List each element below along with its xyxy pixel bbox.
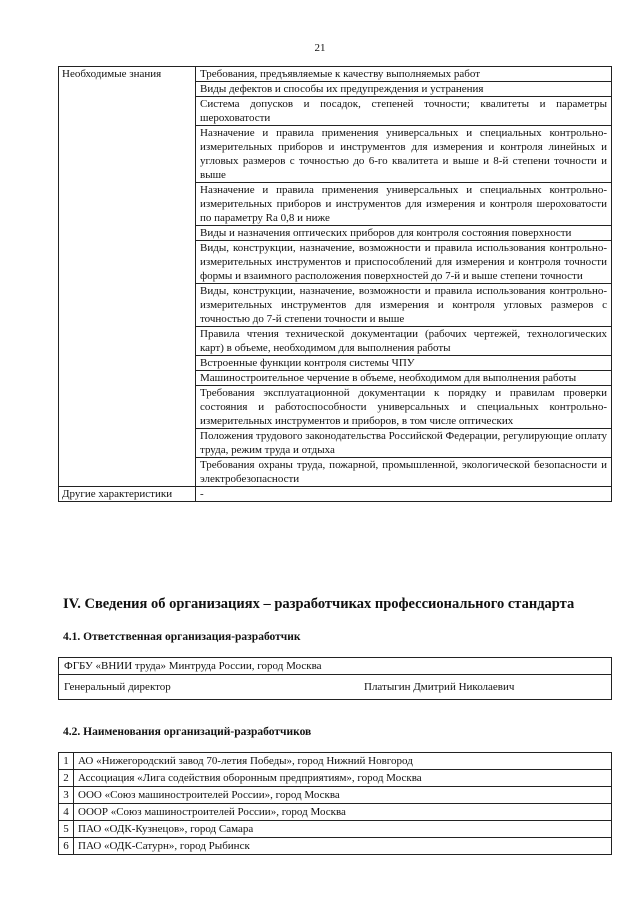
knowledge-item: Назначение и правила применения универсальных и специальных контрольно-измерительных приборов и инструментов для измерения и контроля линейных и угловых размеров с точностью до 6-го квалитета и выше и 8-й степени точности и выше [196, 126, 612, 183]
developer-name: ПАО «ОДК-Кузнецов», город Самара [74, 821, 612, 838]
other-characteristics-value: - [196, 487, 612, 502]
knowledge-item: Требования охраны труда, пожарной, промышленной, экологической безопасности и электробезопасности [196, 458, 612, 487]
knowledge-row [59, 67, 612, 82]
knowledge-item: Встроенные функции контроля системы ЧПУ [196, 356, 612, 371]
developer-number: 1 [59, 753, 74, 770]
organization-row [59, 658, 612, 675]
developer-number: 3 [59, 787, 74, 804]
developer-row [59, 821, 612, 838]
required-knowledge-table [58, 66, 612, 502]
section-iv-title: IV. Сведения об организациях – разработчиках профессионального стандарта [63, 596, 575, 612]
developer-row [59, 838, 612, 855]
knowledge-item: Требования эксплуатационной документации к порядку и правилам проверки состояния и работоспособности универсальных и специальных контрольно-измерительных инструментов и приборов, в том числе оптических [196, 386, 612, 429]
knowledge-item: Правила чтения технической документации (рабочих чертежей, технологических карт) в объеме, необходимом для выполнения работы [196, 327, 612, 356]
director-position: Генеральный директор [64, 681, 171, 693]
knowledge-label: Необходимые знания [59, 67, 196, 487]
knowledge-item: Виды дефектов и способы их предупреждения и устранения [196, 82, 612, 97]
developer-name: ООOР «Союз машиностроителей России», город Москва [74, 804, 612, 821]
knowledge-item: Виды и назначения оптических приборов для контроля состояния поверхности [196, 226, 612, 241]
page-number: 21 [314, 42, 326, 54]
developer-number: 5 [59, 821, 74, 838]
knowledge-item: Виды, конструкции, назначение, возможности и правила использования контрольно-измерительных инструментов и приспособлений для измерения и контроля точности формы и взаимного расположения поверхностей до 7-й и выше степени точности [196, 241, 612, 284]
knowledge-item: Машиностроительное черчение в объеме, необходимом для выполнения работы [196, 371, 612, 386]
developer-row [59, 804, 612, 821]
developer-name: ПАО «ОДК-Сатурн», город Рыбинск [74, 838, 612, 855]
director-name: Платыгин Дмитрий Николаевич [364, 681, 515, 693]
developer-number: 4 [59, 804, 74, 821]
developer-name: ООО «Союз машиностроителей России», город Москва [74, 787, 612, 804]
knowledge-item: Назначение и правила применения универсальных и специальных контрольно-измерительных приборов и инструментов для измерения и контроля шероховатости по параметру Ra 0,8 и ниже [196, 183, 612, 226]
knowledge-item: Виды, конструкции, назначение, возможности и правила использования контрольно-измерительных инструментов для измерения и контроля угловых размеров с точностью до 7-й степени точности и выше [196, 284, 612, 327]
director-row [59, 675, 612, 700]
other-characteristics-label: Другие характеристики [59, 487, 196, 502]
knowledge-item: Требования, предъявляемые к качеству выполняемых работ [196, 67, 612, 82]
responsible-organization-table [58, 657, 612, 700]
knowledge-item: Положения трудового законодательства Российской Федерации, регулирующие оплату труда, режим труда и отдыха [196, 429, 612, 458]
developer-row [59, 787, 612, 804]
developer-row [59, 770, 612, 787]
developer-number: 6 [59, 838, 74, 855]
director-cell [59, 675, 612, 700]
developer-organizations-table [58, 752, 612, 855]
developer-name: АО «Нижегородский завод 70-летия Победы», город Нижний Новгород [74, 753, 612, 770]
responsible-organization-heading: 4.1. Ответственная организация-разработчик [63, 631, 301, 643]
organization-name: ФГБУ «ВНИИ труда» Минтруда России, город Москва [59, 658, 612, 675]
developers-heading: 4.2. Наименования организаций-разработчиков [63, 726, 312, 738]
developer-name: Ассоциация «Лига содействия оборонным предприятиям», город Москва [74, 770, 612, 787]
knowledge-item: Система допусков и посадок, степеней точности; квалитеты и параметры шероховатости [196, 97, 612, 126]
other-characteristics-row [59, 487, 612, 502]
developer-number: 2 [59, 770, 74, 787]
developer-row [59, 753, 612, 770]
